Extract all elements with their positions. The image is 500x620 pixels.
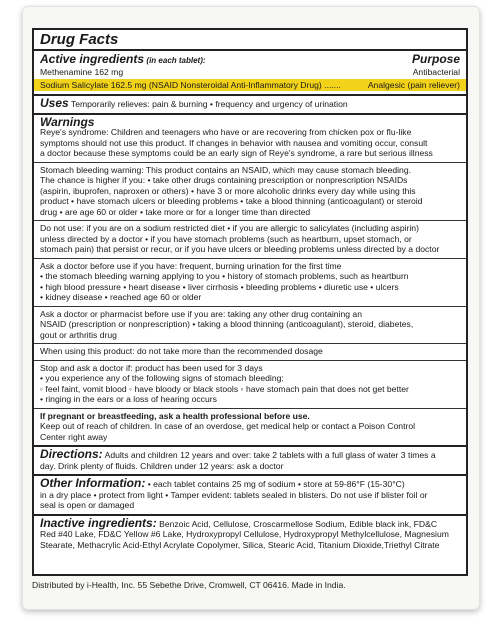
ingredient-name: Sodium Salicylate 162.5 mg (NSAID Nonsteroidal Anti-Inflammatory Drug) ....... xyxy=(40,79,341,90)
distributor-footer: Distributed by i-Health, Inc. 55 Sebethe Drive, Cromwell, CT 06416. Made in India. xyxy=(32,580,346,590)
uses-section xyxy=(34,96,466,115)
text-line: Center right away xyxy=(40,431,108,442)
text-line: Do not use: if you are on a sodium restricted diet • if you are allergic to salicylates (including aspirin) xyxy=(40,223,419,233)
text-line: ◦ feel faint, vomit blood ◦ have bloody or black stools ◦ have stomach pain that does not get better xyxy=(40,383,409,394)
drug-facts-title: Drug Facts xyxy=(34,30,466,51)
ingredient-purpose: Antibacterial xyxy=(412,67,460,77)
text-line: stomach pain) that persist or recur, or if you have ulcers or bleeding problems unless directed by a doctor xyxy=(40,244,440,254)
inactive-ingredients-heading: Inactive ingredients: xyxy=(40,515,157,530)
text-line: Adults and children 12 years and over: take 2 tablets with a full glass of water 3 times a xyxy=(104,450,436,460)
text-line: unless directed by a doctor • if you have stomach problems (such as heartburn, upset stomach, or xyxy=(40,233,412,244)
text-line: day. Drink plenty of fluids. Children under 12 years: ask a doctor xyxy=(40,460,284,471)
text-line: • high blood pressure • heart disease • liver cirrhosis • bleeding problems • diuretic use • ulcers xyxy=(40,281,399,292)
text-line: Red #40 Lake, FD&C Yellow #6 Lake, Hydroxypropyl Cellulose, Hydroxypropyl Methylcellulose, Magnesium xyxy=(40,529,449,539)
warnings-stomach-bleeding xyxy=(34,163,466,222)
warnings-heading: Warnings xyxy=(40,114,95,129)
drug-facts-panel xyxy=(32,28,468,576)
purpose-heading: Purpose xyxy=(411,52,460,66)
text-line: (aspirin, ibuprofen, naproxen or others) • have 3 or more alcoholic drinks every day while using this xyxy=(40,185,416,196)
text-line: • kidney disease • reached age 60 or older xyxy=(40,292,202,302)
directions-heading: Directions: xyxy=(40,447,103,461)
other-information-heading: Other Information: xyxy=(40,476,146,490)
text-line: • ringing in the ears or a loss of hearing occurs xyxy=(40,394,217,404)
text-line: Benzoic Acid, Cellulose, Croscarmellose Sodium, Edible black ink, FD&C xyxy=(159,518,438,529)
text-line: When using this product: do not take more than the recommended dosage xyxy=(40,346,323,356)
warnings-reye xyxy=(34,115,466,163)
warnings-stop-use xyxy=(34,361,466,409)
active-ingredients-subheading: (in each tablet): xyxy=(146,56,206,65)
text-line: If pregnant or breastfeeding, ask a health professional before use. xyxy=(40,410,310,421)
active-ingredients-heading: Active ingredients xyxy=(40,52,145,66)
text-line: Reye's syndrome: Children and teenagers who have or are recovering from chicken pox or flu-like xyxy=(40,127,412,137)
uses-heading: Uses xyxy=(40,96,69,110)
ingredient-row-highlighted xyxy=(34,79,466,92)
text-line: a doctor because these symptoms could be an early sign of Reye's syndrome, a rare but serious illness xyxy=(40,148,433,158)
text-line: NSAID (prescription or nonprescription) • taking a blood thinning (anticoagulant), steroid, diabetes, xyxy=(40,319,414,329)
text-line: gout or arthritis drug xyxy=(40,329,117,340)
warnings-ask-pharmacist xyxy=(34,307,466,345)
text-line: The chance is higher if you: • take other drugs containing prescription or nonprescription NSAIDs xyxy=(40,175,408,185)
warnings-ask-doctor xyxy=(34,259,466,307)
inactive-ingredients-section xyxy=(34,516,466,554)
text-line: symptoms should not use this product. If changes in behavior with nausea and vomiting occur, consult xyxy=(40,137,428,148)
uses-text: Temporarily relieves: pain & burning • frequency and urgency of urination xyxy=(70,99,348,109)
text-line: Ask a doctor before use if you have: frequent, burning urination for the first time xyxy=(40,260,342,271)
text-line: Stomach bleeding warning: This product contains an NSAID, which may cause stomach bleeding. xyxy=(40,164,412,175)
package-back xyxy=(22,6,480,610)
warnings-pregnancy xyxy=(34,409,466,448)
text-line: in a dry place • protect from light • Tamper evident: tablets sealed in blisters. Do not use if blister foil or xyxy=(40,489,428,500)
text-line: • each tablet contains 25 mg of sodium • store at 59-86°F (15-30°C) xyxy=(147,479,405,489)
text-line: seal is open or damaged xyxy=(40,500,135,510)
other-information-section xyxy=(34,476,466,516)
text-line: Stearate, Methacrylic Acid-Ethyl Acrylate Copolymer, Silica, Stearic Acid, Titanium Dioxide,Triethyl Citrate xyxy=(40,539,440,550)
ingredient-row xyxy=(40,67,460,78)
active-ingredients-section xyxy=(34,51,466,96)
ingredient-name: Methenamine 162 mg xyxy=(40,67,124,77)
text-line: • the stomach bleeding warning applying to you • history of stomach problems, such as heartburn xyxy=(40,271,409,281)
text-line: Ask a doctor or pharmacist before use if you are: taking any other drug containing an xyxy=(40,308,362,319)
text-line: • you experience any of the following signs of stomach bleeding: xyxy=(40,373,284,383)
warnings-do-not-use xyxy=(34,221,466,259)
text-line: drug • are age 60 or older • take more or for a longer time than directed xyxy=(40,206,311,217)
text-line: Stop and ask a doctor if: product has been used for 3 days xyxy=(40,362,263,373)
directions-section xyxy=(34,447,466,476)
text-line: Keep out of reach of children. In case of an overdose, get medical help or contact a Poison Control xyxy=(40,421,416,431)
ingredient-purpose: Analgesic (pain reliever) xyxy=(367,79,460,90)
text-line: product • have stomach ulcers or bleeding problems • take a blood thinning (anticoagulant) or steroid xyxy=(40,196,423,206)
warnings-when-using xyxy=(34,344,466,361)
